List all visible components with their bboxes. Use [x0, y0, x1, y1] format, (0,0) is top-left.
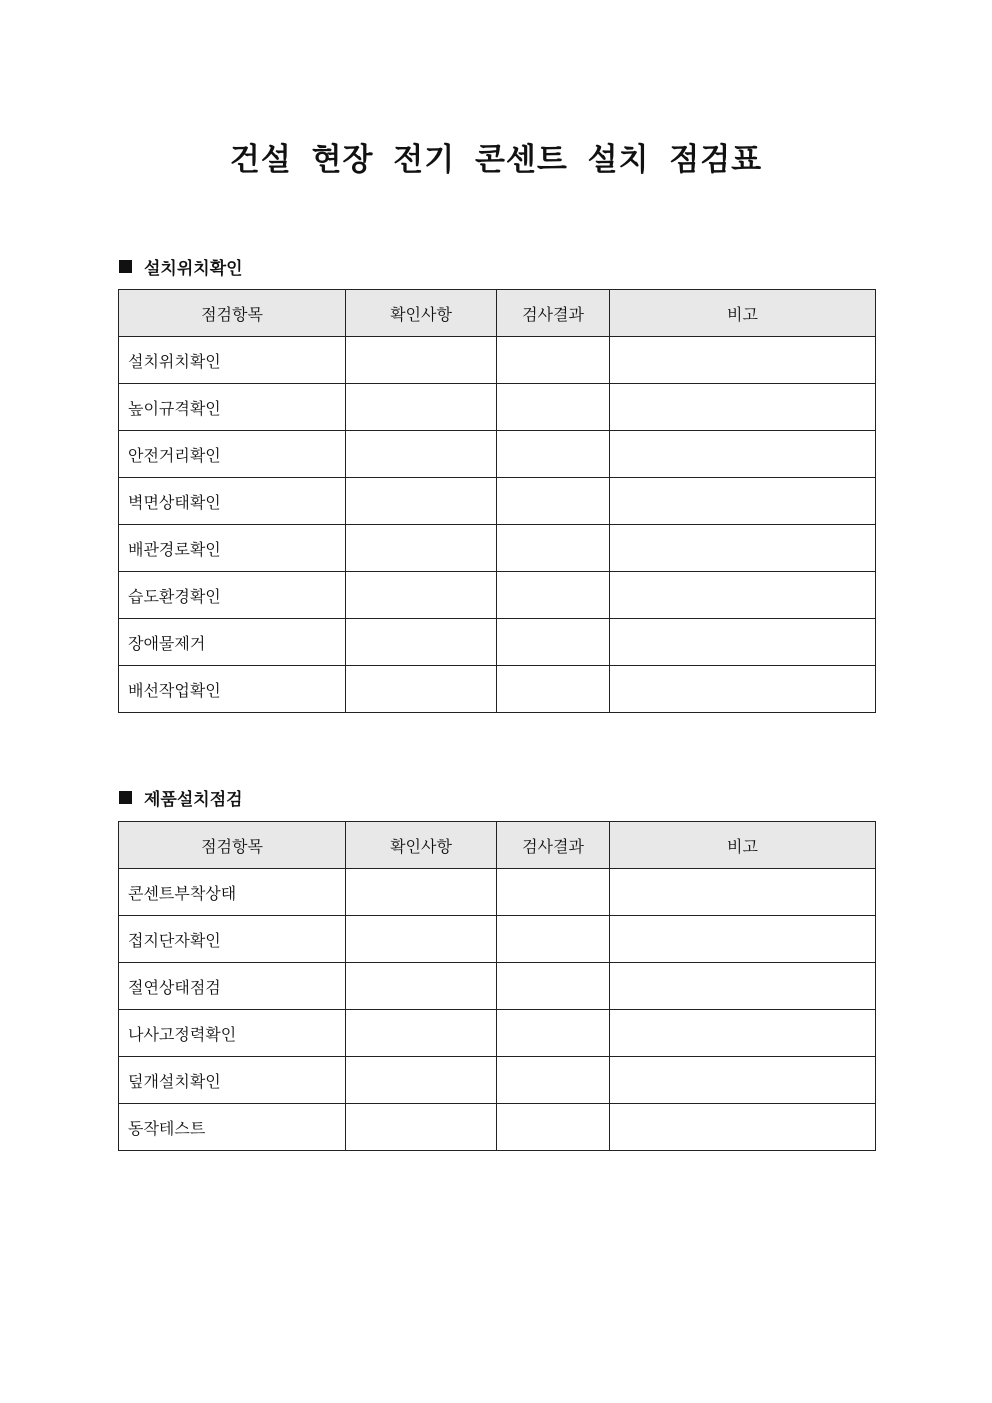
remarks-cell[interactable] [610, 963, 876, 1010]
column-header-confirmation: 확인사항 [346, 290, 497, 337]
table-row [119, 384, 876, 431]
check-item-label: 나사고정력확인 [119, 1010, 346, 1057]
confirmation-cell[interactable] [346, 869, 497, 916]
confirmation-cell[interactable] [346, 619, 497, 666]
confirmation-cell[interactable] [346, 431, 497, 478]
confirmation-cell[interactable] [346, 1057, 497, 1104]
result-cell[interactable] [497, 1104, 610, 1151]
result-cell[interactable] [497, 916, 610, 963]
document-title: 건설 현장 전기 콘센트 설치 점검표 [229, 142, 763, 178]
column-header-item: 점검항목 [119, 822, 346, 869]
check-item-label: 접지단자확인 [119, 916, 346, 963]
confirmation-cell[interactable] [346, 666, 497, 713]
result-cell[interactable] [497, 963, 610, 1010]
remarks-cell[interactable] [610, 431, 876, 478]
table-header-row [119, 822, 876, 869]
result-cell[interactable] [497, 666, 610, 713]
remarks-cell[interactable] [610, 1057, 876, 1104]
table-row [119, 666, 876, 713]
result-cell[interactable] [497, 1057, 610, 1104]
table-row [119, 478, 876, 525]
result-cell[interactable] [497, 1010, 610, 1057]
table-row [119, 431, 876, 478]
confirmation-cell[interactable] [346, 1010, 497, 1057]
result-cell[interactable] [497, 337, 610, 384]
column-header-result: 검사결과 [497, 822, 610, 869]
square-bullet-icon [119, 791, 132, 804]
check-item-label: 동작테스트 [119, 1104, 346, 1151]
remarks-cell[interactable] [610, 337, 876, 384]
remarks-cell[interactable] [610, 478, 876, 525]
remarks-cell[interactable] [610, 666, 876, 713]
table-row [119, 916, 876, 963]
check-item-label: 절연상태점검 [119, 963, 346, 1010]
remarks-cell[interactable] [610, 525, 876, 572]
checklist-table-product [118, 821, 876, 1151]
table-row [119, 963, 876, 1010]
remarks-cell[interactable] [610, 1010, 876, 1057]
result-cell[interactable] [497, 478, 610, 525]
remarks-cell[interactable] [610, 1104, 876, 1151]
check-item-label: 콘센트부착상태 [119, 869, 346, 916]
table-row [119, 337, 876, 384]
column-header-confirmation: 확인사항 [346, 822, 497, 869]
check-item-label: 배관경로확인 [119, 525, 346, 572]
check-item-label: 설치위치확인 [119, 337, 346, 384]
confirmation-cell[interactable] [346, 963, 497, 1010]
remarks-cell[interactable] [610, 916, 876, 963]
check-item-label: 습도환경확인 [119, 572, 346, 619]
result-cell[interactable] [497, 384, 610, 431]
result-cell[interactable] [497, 572, 610, 619]
table-row [119, 525, 876, 572]
check-item-label: 배선작업확인 [119, 666, 346, 713]
confirmation-cell[interactable] [346, 572, 497, 619]
table-header-row [119, 290, 876, 337]
confirmation-cell[interactable] [346, 1104, 497, 1151]
table-row [119, 1104, 876, 1151]
table-row [119, 869, 876, 916]
remarks-cell[interactable] [610, 869, 876, 916]
section-heading-product [119, 785, 243, 810]
confirmation-cell[interactable] [346, 384, 497, 431]
table-row [119, 572, 876, 619]
checklist-table-location [118, 289, 876, 713]
check-item-label: 덮개설치확인 [119, 1057, 346, 1104]
check-item-label: 안전거리확인 [119, 431, 346, 478]
column-header-result: 검사결과 [497, 290, 610, 337]
check-item-label: 장애물제거 [119, 619, 346, 666]
table-row [119, 1010, 876, 1057]
confirmation-cell[interactable] [346, 337, 497, 384]
check-item-label: 높이규격확인 [119, 384, 346, 431]
result-cell[interactable] [497, 869, 610, 916]
remarks-cell[interactable] [610, 619, 876, 666]
section-heading-text: 설치위치확인 [144, 259, 243, 279]
table-row [119, 1057, 876, 1104]
confirmation-cell[interactable] [346, 478, 497, 525]
remarks-cell[interactable] [610, 384, 876, 431]
section-heading-location [119, 254, 243, 279]
section-heading-text: 제품설치점검 [144, 790, 243, 810]
result-cell[interactable] [497, 525, 610, 572]
table-row [119, 619, 876, 666]
result-cell[interactable] [497, 431, 610, 478]
square-bullet-icon [119, 260, 132, 273]
column-header-remarks: 비고 [610, 290, 876, 337]
confirmation-cell[interactable] [346, 916, 497, 963]
column-header-remarks: 비고 [610, 822, 876, 869]
confirmation-cell[interactable] [346, 525, 497, 572]
column-header-item: 점검항목 [119, 290, 346, 337]
check-item-label: 벽면상태확인 [119, 478, 346, 525]
remarks-cell[interactable] [610, 572, 876, 619]
result-cell[interactable] [497, 619, 610, 666]
